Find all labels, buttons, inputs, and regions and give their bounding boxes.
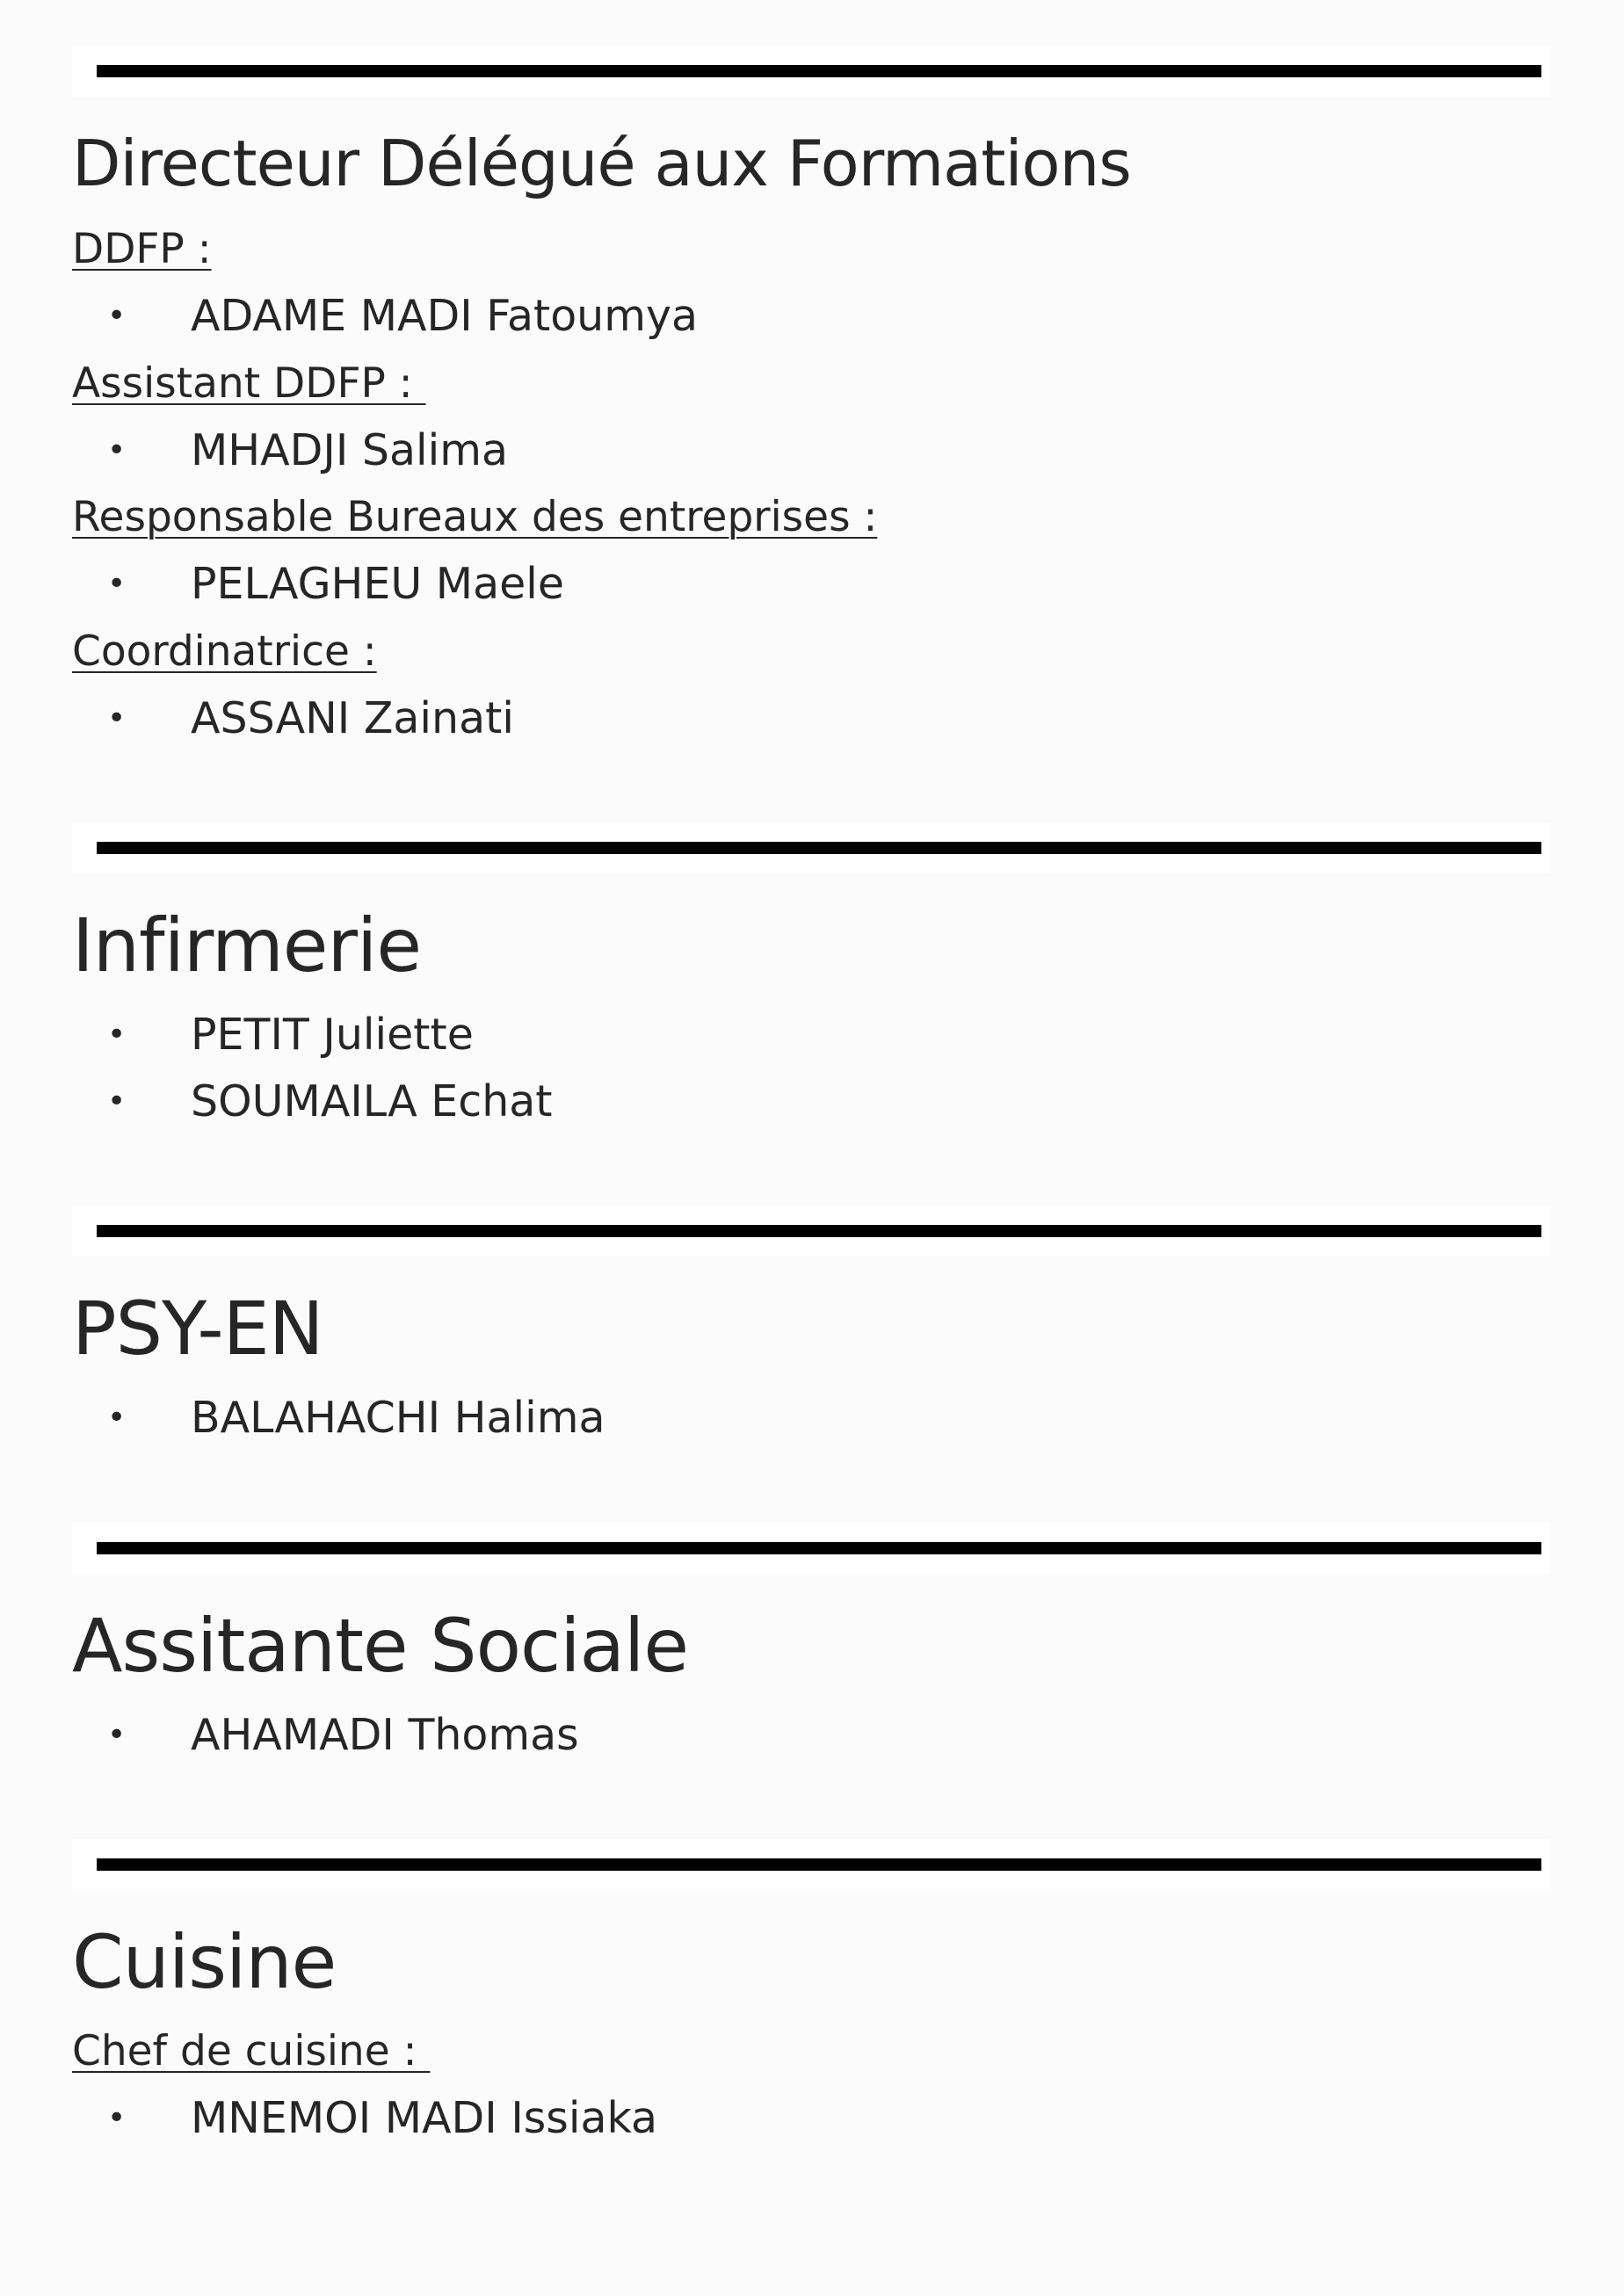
section-title: Cuisine (72, 1919, 337, 2005)
section-title: Directeur Délégué aux Formations (72, 127, 1131, 200)
role-label-assistant-ddfp: Assistant DDFP : (72, 359, 426, 408)
role-label-chef-de-cuisine: Chef de cuisine : (72, 2027, 431, 2075)
bullet-icon: • (107, 298, 127, 334)
person-name: PELAGHEU Maele (191, 559, 565, 609)
section-title: Assitante Sociale (72, 1603, 689, 1689)
bullet-icon: • (107, 700, 127, 736)
section-divider-band (72, 1839, 1551, 1890)
bullet-icon: • (107, 2100, 127, 2136)
section-title: Infirmerie (72, 902, 422, 989)
section-divider-band (72, 1523, 1551, 1574)
section-divider-band (72, 822, 1551, 873)
section-title: PSY-EN (72, 1286, 323, 1372)
person-name: ADAME MADI Fatoumya (191, 291, 698, 341)
person-name: BALAHACHI Halima (191, 1393, 605, 1443)
person-name: SOUMAILA Echat (191, 1076, 553, 1126)
bullet-icon: • (107, 1717, 127, 1753)
bullet-icon: • (107, 1400, 127, 1436)
person-name: MHADJI Salima (191, 425, 508, 475)
section-divider-band (72, 1206, 1551, 1257)
section-divider (97, 1858, 1541, 1871)
person-name: ASSANI Zainati (191, 693, 514, 743)
role-label-responsable-bureaux: Responsable Bureaux des entreprises : (72, 493, 878, 541)
person-name: MNEMOI MADI Issiaka (191, 2093, 658, 2143)
section-divider (97, 65, 1541, 77)
section-divider (97, 1225, 1541, 1237)
role-label-ddfp: DDFP : (72, 225, 212, 273)
section-divider (97, 842, 1541, 854)
section-divider-band (72, 46, 1551, 97)
bullet-icon: • (107, 432, 127, 468)
person-name: PETIT Juliette (191, 1010, 474, 1060)
section-divider (97, 1542, 1541, 1554)
bullet-icon: • (107, 566, 127, 602)
role-label-coordinatrice: Coordinatrice : (72, 627, 377, 676)
person-name: AHAMADI Thomas (191, 1710, 579, 1760)
bullet-icon: • (107, 1083, 127, 1119)
bullet-icon: • (107, 1017, 127, 1053)
